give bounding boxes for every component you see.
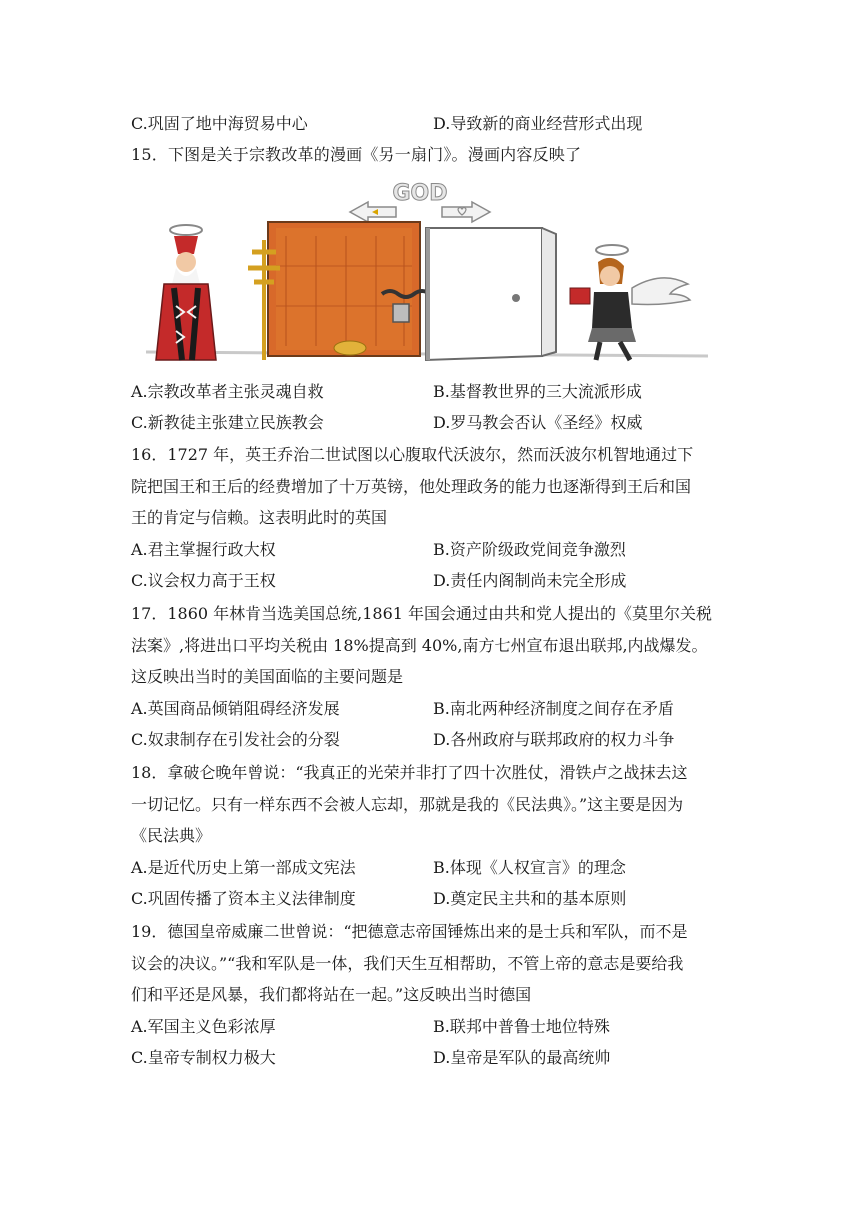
q18-option-b: B.体现《人权宣言》的理念 xyxy=(433,858,626,877)
open-door xyxy=(426,228,556,360)
book-icon xyxy=(570,288,590,304)
god-sign xyxy=(350,181,490,222)
q16-stem-line: 16．1727 年，英王乔治二世试图以心腹取代沃波尔，然而沃波尔机智地通过下 xyxy=(131,445,694,464)
q19-option-a: A.军国主义色彩浓厚 xyxy=(131,1017,276,1036)
q19-stem xyxy=(131,916,731,1011)
q17-option-d: D.各州政府与联邦政府的权力斗争 xyxy=(433,730,675,749)
q16-option-a: A.君主掌握行政大权 xyxy=(131,540,276,559)
q19-stem-line: 们和平还是风暴，我们都将站在一起。”这反映出当时德国 xyxy=(131,985,532,1004)
q15-option-d: D.罗马教会否认《圣经》权威 xyxy=(433,413,643,432)
q18-stem-line: 《民法典》 xyxy=(131,826,212,845)
q15-stem: 15．下图是关于宗教改革的漫画《另一扇门》。漫画内容反映了 xyxy=(131,145,582,164)
q19-option-b: B.联邦中普鲁士地位特殊 xyxy=(433,1017,610,1036)
q16-option-c: C.议会权力高于王权 xyxy=(131,571,276,590)
q18-option-a: A.是近代历史上第一部成文宪法 xyxy=(131,858,356,877)
q18-stem-line: 一切记忆。只有一样东西不会被人忘却，那就是我的《民法典》。”这主要是因为 xyxy=(131,794,684,814)
cartoon-another-door xyxy=(146,176,708,372)
q19-option-c: C.皇帝专制权力极大 xyxy=(131,1048,276,1067)
q17-option-a: A.英国商品倾销阻碍经济发展 xyxy=(131,699,340,718)
q19-option-d: D.皇帝是军队的最高统帅 xyxy=(433,1048,611,1067)
gold-coins-icon xyxy=(334,341,366,355)
q18-stem xyxy=(131,757,731,852)
q17-stem-line: 这反映出当时的美国面临的主要问题是 xyxy=(131,667,404,686)
q18-option-c: C.巩固传播了资本主义法律制度 xyxy=(131,889,356,908)
god-sign-text: GOD xyxy=(392,181,448,206)
q16-stem xyxy=(131,439,731,534)
padlock-icon xyxy=(393,304,409,322)
q14-option-d: D.导致新的商业经营形式出现 xyxy=(433,114,643,133)
q17-stem-line: 法案》,将进出口平均关税由 18%提高到 40%,南方七州宣布退出联邦,内战爆发。 xyxy=(131,635,708,655)
q15-option-c: C.新教徒主张建立民族教会 xyxy=(131,413,324,432)
q17-option-b: B.南北两种经济制度之间存在矛盾 xyxy=(433,699,674,718)
pope-figure xyxy=(156,225,280,360)
halo-icon xyxy=(170,225,202,235)
q18-option-d: D.奠定民主共和的基本原则 xyxy=(433,889,627,908)
q19-stem-line: 19．德国皇帝威廉二世曾说：“把德意志帝国锤炼出来的是士兵和军队，而不是 xyxy=(131,922,688,941)
wing-icon xyxy=(632,278,690,305)
q17-stem xyxy=(131,598,731,693)
q18-stem-line: 18．拿破仑晚年曾说：“我真正的光荣并非打了四十次胜仗，滑铁卢之战抹去这 xyxy=(131,763,688,782)
halo-icon-2 xyxy=(596,245,628,255)
q16-option-b: B.资产阶级政党间竞争激烈 xyxy=(433,540,626,559)
q14-option-c: C.巩固了地中海贸易中心 xyxy=(131,114,308,133)
q15-option-a: A.宗教改革者主张灵魂自救 xyxy=(131,382,324,401)
q16-option-d: D.责任内阁制尚未完全形成 xyxy=(433,571,627,590)
q17-stem-line: 17．1860 年林肯当选美国总统,1861 年国会通过由共和党人提出的《莫里尔关税 xyxy=(131,604,713,623)
arrow-right-icon xyxy=(442,202,490,222)
q15-option-b: B.基督教世界的三大流派形成 xyxy=(433,382,642,401)
locked-door xyxy=(268,222,430,356)
q19-stem-line: 议会的决议。”“我和军队是一体，我们天生互相帮助，不管上帝的意志是要给我 xyxy=(131,953,684,973)
angel-figure xyxy=(570,245,690,360)
q17-option-c: C.奴隶制存在引发社会的分裂 xyxy=(131,730,340,749)
q16-stem-line: 院把国王和王后的经费增加了十万英镑，他处理政务的能力也逐渐得到王后和国 xyxy=(131,476,692,496)
q16-stem-line: 王的肯定与信赖。这表明此时的英国 xyxy=(131,508,388,527)
